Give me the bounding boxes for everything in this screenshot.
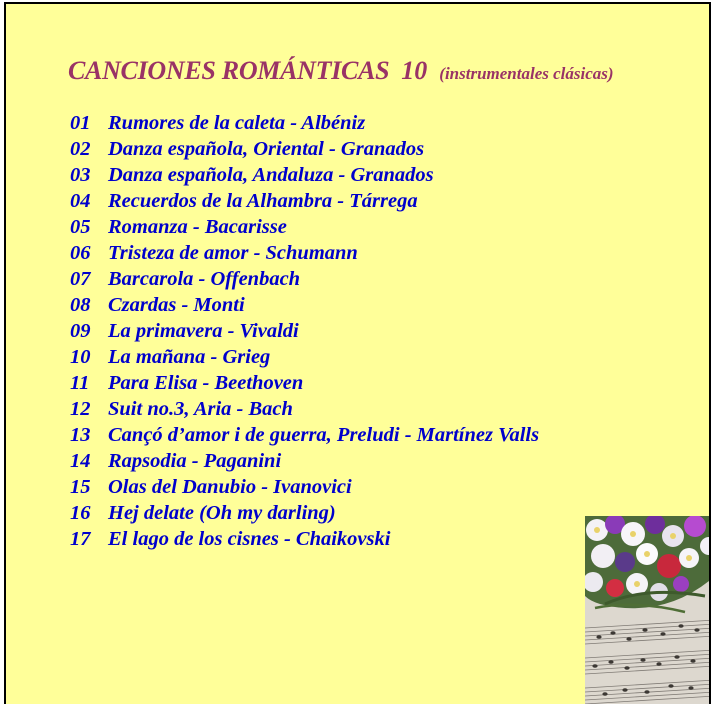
track-title: Barcarola - Offenbach [108,268,301,290]
album-title [68,52,614,84]
track-number: 05 [70,216,91,238]
track-item [70,266,539,292]
track-item [70,162,539,188]
track-number: 06 [70,242,91,264]
track-number: 14 [70,450,91,472]
volume-number: 10 [401,56,428,85]
track-title: Danza española, Oriental - Granados [108,138,425,160]
track-number: 13 [70,424,91,446]
track-number: 12 [70,398,91,420]
track-item [70,318,539,344]
track-item [70,240,539,266]
track-title: Recuerdos de la Alhambra - Tárrega [108,190,418,212]
track-number: 08 [70,294,91,316]
track-number: 10 [70,346,91,368]
track-number: 11 [70,372,90,394]
track-title: Rapsodia - Paganini [108,450,282,472]
album-cover [4,2,711,704]
track-number: 03 [70,164,91,186]
track-number: 16 [70,502,91,524]
track-item [70,422,539,448]
flowers-sheet-music-image [585,516,711,704]
track-title: Czardas - Monti [108,294,245,316]
flowers-sheet-music-photo [585,516,711,704]
track-number: 17 [70,528,91,550]
track-item [70,136,539,162]
track-item [70,110,539,136]
track-title: La primavera - Vivaldi [108,320,299,342]
track-number: 04 [70,190,91,212]
track-item [70,448,539,474]
title-text: CANCIONES ROMÁNTICAS [68,56,390,85]
track-title: Suit no.3, Aria - Bach [108,398,293,420]
track-number: 09 [70,320,91,342]
track-item [70,370,539,396]
track-title: Rumores de la caleta - Albéniz [108,112,366,134]
track-title: La mañana - Grieg [108,346,271,368]
track-number: 01 [70,112,91,134]
track-number: 15 [70,476,91,498]
title-subtitle: (instrumentales clásicas) [439,64,614,83]
track-item [70,188,539,214]
track-number: 07 [70,268,91,290]
track-item [70,396,539,422]
track-item [70,292,539,318]
track-title: Olas del Danubio - Ivanovici [108,476,352,498]
track-list [70,110,539,552]
track-title: Cançó d’amor i de guerra, Preludi - Martínez Valls [108,424,540,446]
track-item [70,500,539,526]
track-title: Tristeza de amor - Schumann [108,242,358,264]
track-title: Romanza - Bacarisse [108,216,287,238]
track-item [70,526,539,552]
track-title: Para Elisa - Beethoven [108,372,304,394]
track-item [70,214,539,240]
track-title: El lago de los cisnes - Chaikovski [108,528,391,550]
track-title: Danza española, Andaluza - Granados [108,164,434,186]
track-item [70,344,539,370]
track-number: 02 [70,138,91,160]
track-title: Hej delate (Oh my darling) [108,502,336,524]
track-item [70,474,539,500]
